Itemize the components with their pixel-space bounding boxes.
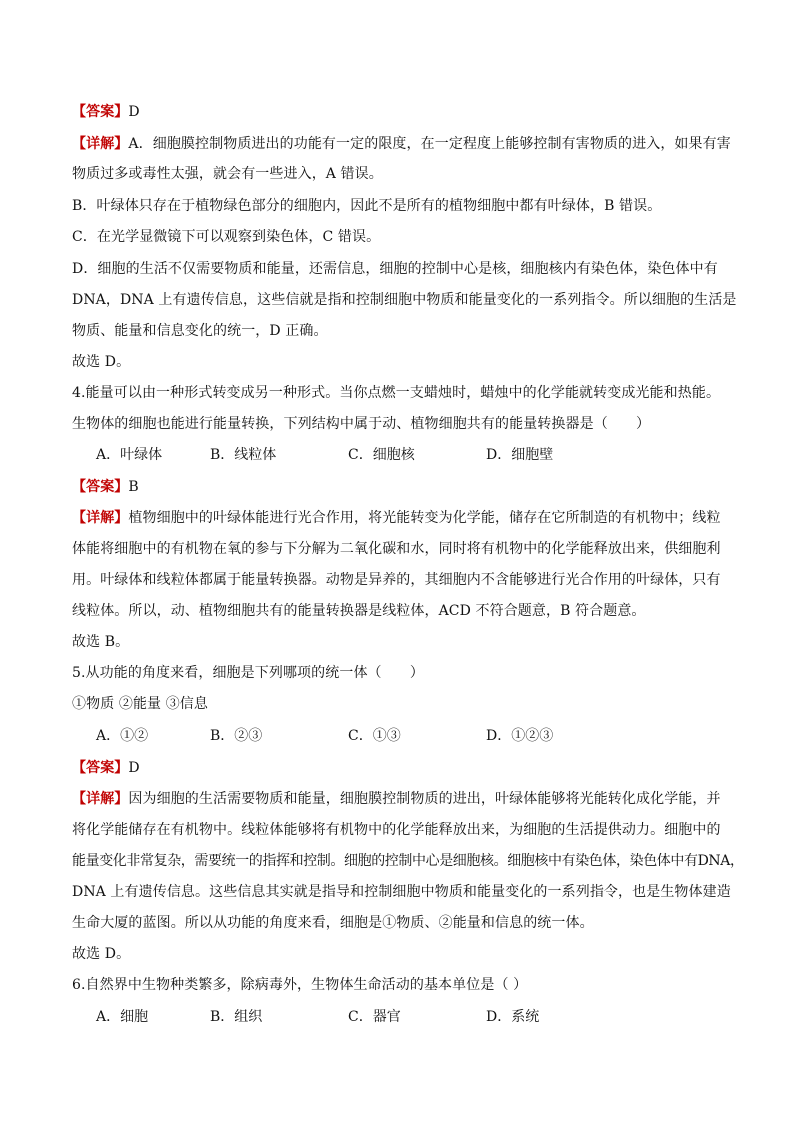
q4-option-b: B．线粒体 [210,447,277,463]
text-line: 故选 B。 [72,634,130,650]
detail-tag: 【详解】 [72,510,129,526]
text-line: 线粒体。所以，动、植物细胞共有的能量转换器是线粒体，ACD 不符合题意，B 符合题意。 [72,603,646,619]
q6-option-b: B．组织 [210,1009,263,1025]
text-line: 物质过多或毒性太强，就会有一些进入，A 错误。 [72,166,383,182]
detail-text: 植物细胞中的叶绿体能进行光合作用，将光能转变为化学能，储存在它所制造的有机物中；线粒 [128,510,721,526]
answer-text: D [128,760,140,776]
text-line: 体能将细胞中的有机物在氧的参与下分解为二氧化碳和水，同时将有机物中的化学能释放出来，供细胞利 [72,541,721,557]
text-line: 故选 D。 [72,354,131,370]
q5-option-d: D．①②③ [486,728,554,744]
q6-option-c: C．器官 [348,1009,401,1025]
detail-line [72,789,732,809]
text-line: C．在光学显微镜下可以观察到染色体，C 错误。 [72,229,381,245]
question-5: 5.从功能的角度来看，细胞是下列哪项的统一体（ ） [72,665,424,681]
text-line: DNA，DNA 上有遗传信息，这些信就是指和控制细胞中物质和能量变化的一系列指令。所以细胞的生活是 [72,292,737,308]
answer-line [72,477,732,497]
text-line: 能量变化非常复杂，需要统一的指挥和控制。细胞的控制中心是细胞核。细胞核中有染色体，染色体中有DNA， [72,853,744,869]
text-line: 用。叶绿体和线粒体都属于能量转换器。动物是异养的，其细胞内不含能够进行光合作用的叶绿体，只有 [72,572,721,588]
answer-text: D [128,104,140,120]
question-6: 6.自然界中生物种类繁多，除病毒外，生物体生命活动的基本单位是（ ） [72,977,528,993]
answer-tag: 【答案】 [72,760,129,776]
text-line: 故选 D。 [72,946,131,962]
question-5-items: ①物质 ②能量 ③信息 [72,696,208,712]
question-4: 4.能量可以由一种形式转变成另一种形式。当你点燃一支蜡烛时，蜡烛中的化学能就转变成光能和热能。 [72,385,721,401]
q6-option-a: A．细胞 [96,1009,149,1025]
detail-tag: 【详解】 [72,791,129,807]
detail-text: 因为细胞的生活需要物质和能量，细胞膜控制物质的进出，叶绿体能够将光能转化成化学能，并 [128,791,721,807]
q5-option-b: B．②③ [210,728,263,744]
text-line: 将化学能储存在有机物中。线粒体能够将有机物中的化学能释放出来，为细胞的生活提供动力。细胞中的 [72,822,721,838]
q5-option-a: A．①② [96,728,149,744]
text-line: D．细胞的生活不仅需要物质和能量，还需信息，细胞的控制中心是核，细胞核内有染色体，染色体中有 [72,261,718,277]
q5-option-c: C．①③ [348,728,401,744]
text-line: DNA 上有遗传信息。这些信息其实就是指导和控制细胞中物质和能量变化的一系列指令，也是生物体建造 [72,884,731,900]
answer-line [72,758,732,778]
answer-line [72,102,732,122]
question-4-cont: 生物体的细胞也能进行能量转换，下列结构中属于动、植物细胞共有的能量转换器是（ ） [72,416,651,432]
q4-option-c: C．细胞核 [348,447,415,463]
text-line: 物质、能量和信息变化的统一，D 正确。 [72,323,328,339]
q4-option-d: D．细胞壁 [486,447,554,463]
q4-option-a: A．叶绿体 [96,447,163,463]
text-line: 生命大厦的蓝图。所以从功能的角度来看，细胞是①物质、②能量和信息的统一体。 [72,915,594,931]
text-line: B．叶绿体只存在于植物绿色部分的细胞内，因此不是所有的植物细胞中都有叶绿体，B 错误。 [72,198,662,214]
answer-tag: 【答案】 [72,479,129,495]
detail-line [72,508,732,528]
detail-line [72,134,732,154]
detail-text: A．细胞膜控制物质进出的功能有一定的限度，在一定程度上能够控制有害物质的进入，如果有害 [128,136,731,152]
answer-tag: 【答案】 [72,104,129,120]
detail-tag: 【详解】 [72,136,129,152]
q6-option-d: D．系统 [486,1009,540,1025]
answer-text: B [128,479,139,495]
